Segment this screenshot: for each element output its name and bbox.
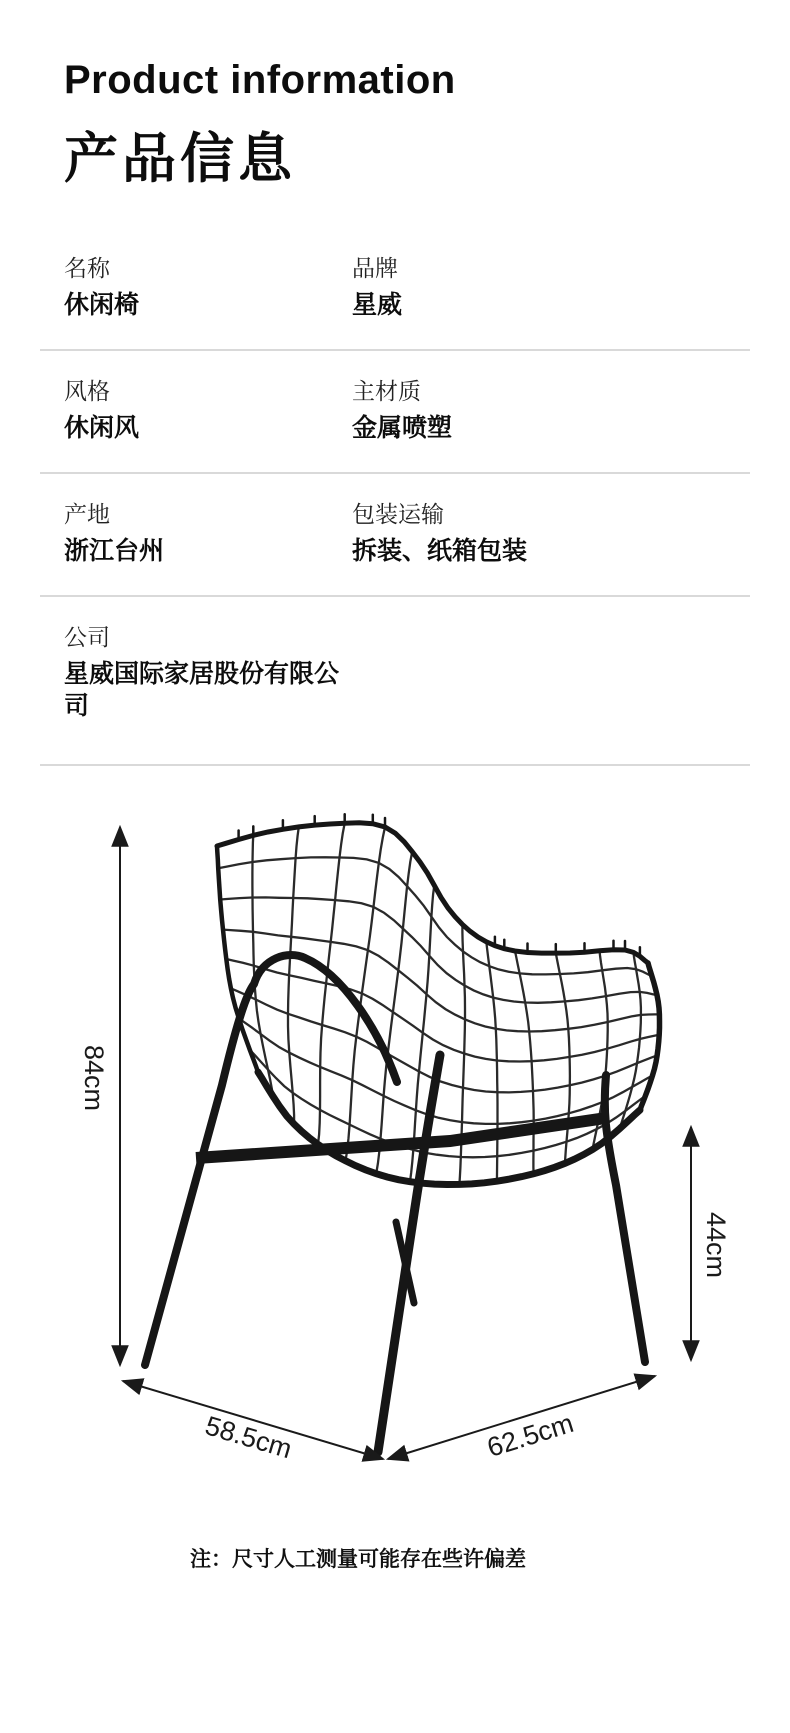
spec-row: [40, 228, 750, 351]
chair-wire: [231, 988, 657, 1092]
spec-cell: [352, 377, 750, 444]
page-title-en: Product information: [64, 58, 456, 102]
spec-row-cells: [64, 377, 750, 444]
page-title-zh: 产品信息: [64, 129, 296, 189]
spec-table: [0, 228, 790, 766]
chair-mesh-shell: [217, 814, 660, 1184]
spec-label: 公司: [64, 624, 110, 650]
spec-value: 星威国际家居股份有限公司: [64, 660, 340, 720]
spec-row: [40, 351, 750, 474]
spec-cell: [64, 500, 352, 567]
spec-label: 品牌: [352, 255, 398, 281]
chair-wire: [239, 1019, 653, 1124]
spec-label: 风格: [64, 378, 110, 404]
spec-cell: [352, 254, 750, 321]
spec-value: 休闲椅: [64, 291, 140, 319]
spec-label: 产地: [64, 501, 110, 527]
chair-right-leg: [605, 1075, 645, 1362]
measurement-note: 注：尺寸人工测量可能存在些许偏差: [190, 1548, 526, 1571]
spec-row-cells: [64, 500, 750, 567]
spec-value: 拆装、纸箱包装: [352, 537, 528, 565]
spec-row-cells: [64, 254, 750, 321]
dim-label-seat-height: 44cm: [701, 1211, 731, 1279]
spec-cell: [352, 500, 750, 567]
chair-wire: [258, 1072, 640, 1185]
spec-label: 名称: [64, 255, 110, 281]
spec-label: 包装运输: [352, 501, 444, 527]
spec-label: 主材质: [352, 378, 421, 404]
chair-wire: [226, 959, 659, 1062]
chair-dimension-svg: [0, 700, 790, 1580]
spec-cell: [64, 254, 352, 321]
spec-value: 金属喷塑: [352, 414, 453, 442]
spec-value: 休闲风: [64, 414, 140, 442]
chair-front-leg: [378, 1055, 440, 1452]
dim-label-height: 84cm: [79, 1044, 109, 1112]
spec-value: 星威: [352, 291, 403, 319]
spec-cell: [64, 377, 352, 444]
dim-label-depth: 58.5cm: [201, 1410, 296, 1465]
dim-label-width: 62.5cm: [483, 1407, 578, 1463]
chair-crossbar: [196, 1118, 606, 1158]
dimension-diagram: [0, 700, 790, 1580]
spec-value: 浙江台州: [64, 537, 165, 565]
spec-row: [40, 474, 750, 597]
